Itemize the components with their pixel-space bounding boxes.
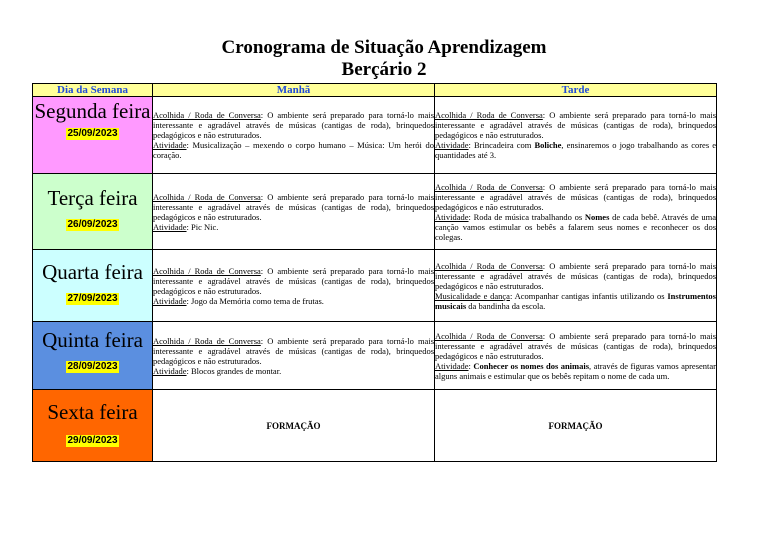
day-date: 27/09/2023 [67, 293, 118, 304]
activity-label: Acolhida / Roda de Conversa [435, 330, 543, 341]
page-title: Cronograma de Situação Aprendizagem [221, 37, 547, 58]
activity-highlight: Boliche [534, 140, 562, 150]
activity-label: Atividade [435, 211, 469, 222]
schedule-table [32, 83, 717, 462]
activity-text: , através de figuras vamos apresentar alguns animais e estimular que os bebês repitam o nome de cada um. [435, 360, 717, 381]
activity-label: Musicalidade e dança [435, 290, 510, 301]
morning-cell [153, 174, 435, 250]
day-date: 25/09/2023 [67, 128, 118, 139]
activity-text: : Musicalização – mexendo o corpo humano – Música: Um herói do coração. [153, 140, 434, 160]
page-subtitle: Berçário 2 [341, 59, 427, 80]
activity-label: Atividade [153, 221, 187, 232]
activity-text: : [468, 360, 474, 371]
activity-label: Atividade [153, 140, 187, 150]
activity-highlight: Conhecer os nomes dos animais [473, 360, 590, 371]
activity-label: Atividade [435, 140, 469, 150]
day-name: Quinta feira [42, 328, 143, 352]
activity-text: : O ambiente será preparado para torná-lo mais interessante e agradável através de músicas (cantigas de roda), brinquedos pedagógicos e não estruturados. [153, 191, 435, 222]
day-date: 28/09/2023 [67, 361, 118, 372]
day-cell-tuesday [33, 174, 153, 250]
morning-cell [153, 97, 435, 174]
day-cell-friday [33, 390, 153, 462]
table-row [33, 390, 717, 462]
activity-text: de cada bebê. Através de uma canção vamos estimular os bebês a falarem seus nomes e reconhecer os dos colegas. [435, 211, 716, 242]
activity-label: Acolhida / Roda de Conversa [153, 191, 261, 202]
day-name: Quarta feira [42, 260, 143, 284]
morning-cell: FORMAÇÃO [153, 390, 435, 462]
morning-cell [153, 250, 435, 322]
activity-text: : Acompanhar cantigas infantis utilizando os [509, 290, 668, 301]
day-name: Sexta feira [47, 400, 138, 424]
activity-text: : Jogo da Memória como tema de frutas. [186, 295, 324, 306]
header-row [33, 84, 717, 97]
activity-text: : O ambiente será preparado para torná-lo mais interessante e agradável através de músicas (cantigas de roda), brinquedos pedagógicos e não estruturados. [153, 110, 435, 140]
activity-text: : Roda de música trabalhando os [468, 211, 585, 222]
activity-label: Acolhida / Roda de Conversa [435, 260, 543, 271]
activity-text: : O ambiente será preparado para torná-lo mais interessante e agradável através de músicas (cantigas de roda), brinquedos pedagógicos e não estruturados. [153, 335, 435, 366]
day-name: Segunda feira [34, 99, 151, 123]
activity-label: Acolhida / Roda de Conversa [153, 110, 261, 120]
activity-label: Acolhida / Roda de Conversa [435, 110, 543, 120]
activity-text: : Brincadeira com [468, 140, 535, 150]
activity-text: : Blocos grandes de montar. [186, 365, 282, 376]
header-afternoon: Tarde [435, 84, 717, 97]
activity-highlight: Instrumentos musicais [435, 290, 716, 311]
activity-text: , ensinaremos o jogo trabalhando as cores e quantidades até 3. [435, 140, 717, 160]
day-name: Terça feira [47, 186, 138, 210]
day-cell-wednesday [33, 250, 153, 322]
table-row [33, 250, 717, 322]
day-cell-monday [33, 97, 153, 174]
activity-highlight: Nomes [584, 211, 610, 222]
afternoon-cell [435, 322, 717, 390]
afternoon-cell [435, 250, 717, 322]
day-date: 29/09/2023 [67, 435, 118, 446]
activity-text: da bandinha da escola. [466, 300, 546, 311]
activity-label: Atividade [153, 365, 187, 376]
afternoon-cell [435, 174, 717, 250]
activity-text: : Pic Nic. [186, 221, 219, 232]
activity-label: Atividade [153, 295, 187, 306]
activity-label: Atividade [435, 360, 469, 371]
header-morning: Manhã [153, 84, 435, 97]
activity-text: : O ambiente será preparado para torná-lo mais interessante e agradável através de músicas (cantigas de roda), brinquedos pedagógicos e não estruturados. [153, 265, 435, 296]
activity-text: : O ambiente será preparado para torná-lo mais interessante e agradável através de músicas (cantigas de roda), brinquedos pedagógicos e não estruturados. [435, 110, 717, 140]
activity-label: Acolhida / Roda de Conversa [435, 181, 543, 192]
activity-text: : O ambiente será preparado para torná-lo mais interessante e agradável através de músicas (cantigas de roda), brinquedos pedagógicos e não estruturados. [435, 260, 717, 291]
activity-label: Acolhida / Roda de Conversa [153, 335, 261, 346]
afternoon-cell: FORMAÇÃO [435, 390, 717, 462]
afternoon-cell [435, 97, 717, 174]
activity-text: : O ambiente será preparado para torná-lo mais interessante e agradável através de músicas (cantigas de roda), brinquedos pedagógicos e não estruturados. [435, 330, 717, 361]
morning-cell [153, 322, 435, 390]
day-date: 26/09/2023 [67, 219, 118, 230]
table-row [33, 174, 717, 250]
header-day: Dia da Semana [33, 84, 153, 97]
activity-label: Acolhida / Roda de Conversa [153, 265, 261, 276]
table-row [33, 97, 717, 174]
activity-text: : O ambiente será preparado para torná-lo mais interessante e agradável através de músicas (cantigas de roda), brinquedos pedagógicos e não estruturados. [435, 181, 717, 212]
table-row [33, 322, 717, 390]
day-cell-thursday [33, 322, 153, 390]
